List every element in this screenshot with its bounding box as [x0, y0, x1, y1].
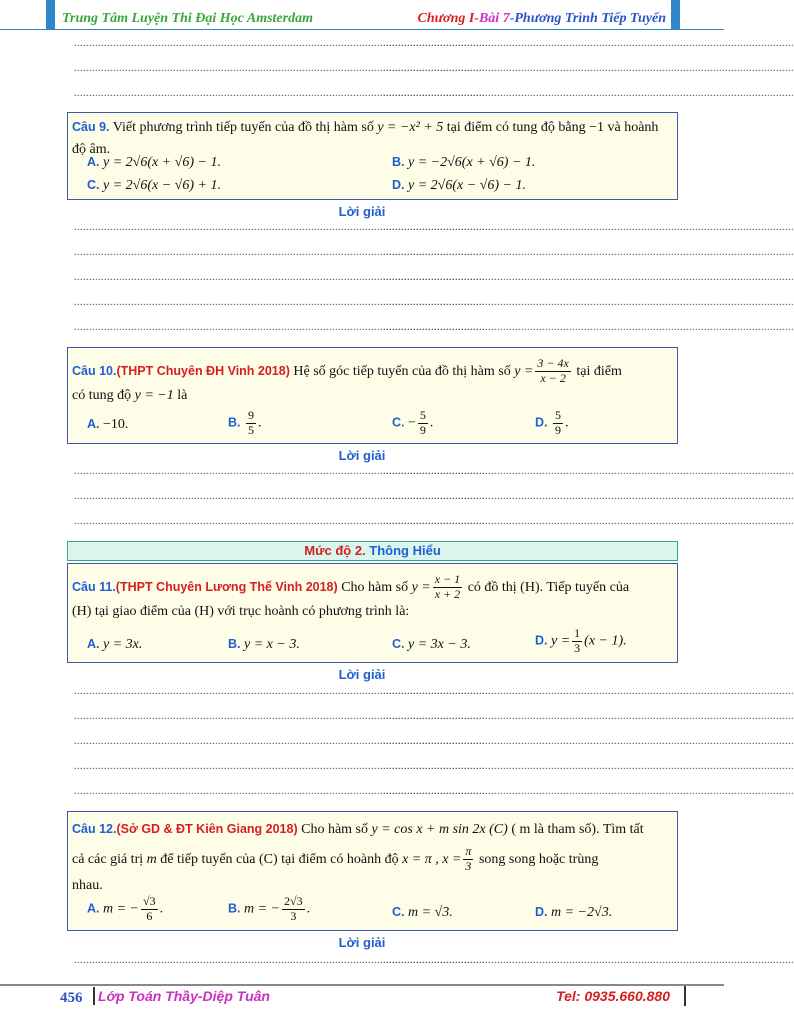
- question-12-box: Câu 12.(Sở GD & ĐT Kiên Giang 2018) Cho hàm số y = cos x + m sin 2x (C) ( m là tham số). Tìm tất cả các giá trị m để tiếp tuyến của (C) tại điểm có hoành độ x = π , x = $\frac{\pi}{3}$ song song hoặc trùng nhau.: [67, 811, 678, 931]
- question-10-box: Câu 10.(THPT Chuyên ĐH Vinh 2018) Hệ số góc tiếp tuyến của đồ thị hàm số y = $\frac{3 - 4x}{x - 2}$ tại điểm có tung độ y = −1 là: [67, 347, 678, 444]
- answer-line: .........................................................................................................................................: [74, 63, 485, 74]
- answer-line: .........................................................................................................................................: [383, 63, 794, 74]
- answer-line: .........................................................................................................................................: [383, 686, 794, 697]
- answer-line: .........................................................................................................................................: [74, 297, 485, 308]
- footer-rule: [0, 984, 724, 986]
- option-a[interactable]: A. y = 2√6(x + √6) − 1.: [87, 155, 221, 170]
- answer-line: .........................................................................................................................................: [74, 247, 485, 258]
- answer-line: .........................................................................................................................................: [74, 686, 485, 697]
- option-d[interactable]: D. y = 2√6(x − √6) − 1.: [392, 178, 526, 193]
- header-rule: [0, 29, 724, 30]
- page-number: 456: [60, 990, 83, 1006]
- question-source: (THPT Chuyên ĐH Vinh 2018): [116, 364, 290, 378]
- option-c[interactable]: C. m = √3.: [392, 905, 453, 920]
- answer-line: .........................................................................................................................................: [383, 322, 794, 333]
- footer-end-bar: [684, 986, 686, 1006]
- footer-phone: Tel: 0935.660.880: [556, 988, 670, 1004]
- answer-line: .........................................................................................................................................: [74, 88, 485, 99]
- header-left-bar: [46, 0, 55, 30]
- answer-line: .........................................................................................................................................: [74, 272, 485, 283]
- fraction: $\frac{x - 1}{x + 2}$: [434, 572, 461, 602]
- solution-heading: Lời giải: [338, 935, 386, 950]
- header-center-name: Trung Tâm Luyện Thi Đại Học Amsterdam: [62, 11, 313, 26]
- answer-line: .........................................................................................................................................: [74, 711, 485, 722]
- answer-line: .........................................................................................................................................: [383, 38, 794, 49]
- answer-line: .........................................................................................................................................: [383, 247, 794, 258]
- option-a[interactable]: A. −10.: [87, 417, 129, 432]
- fraction: $\frac{3 - 4x}{x - 2}$: [537, 356, 569, 386]
- footer-author: Lớp Toán Thầy-Diệp Tuân: [98, 988, 270, 1004]
- solution-heading: Lời giải: [338, 448, 386, 463]
- answer-line: .........................................................................................................................................: [383, 297, 794, 308]
- question-number: Câu 11.: [72, 580, 116, 594]
- answer-line: .........................................................................................................................................: [383, 222, 794, 233]
- solution-heading: Lời giải: [338, 667, 386, 682]
- answer-line: .........................................................................................................................................: [74, 491, 485, 502]
- option-b[interactable]: B. y = −2√6(x + √6) − 1.: [392, 155, 536, 170]
- question-number: Câu 9.: [72, 120, 110, 134]
- option-a[interactable]: A. m = − $\frac{√3}{6}$ .: [87, 894, 164, 923]
- option-b[interactable]: B. y = x − 3.: [228, 637, 300, 652]
- answer-line: .........................................................................................................................................: [383, 711, 794, 722]
- answer-line: .........................................................................................................................................: [74, 955, 485, 966]
- question-source: (THPT Chuyên Lương Thế Vinh 2018): [115, 580, 338, 594]
- answer-line: .........................................................................................................................................: [383, 516, 794, 527]
- answer-line: .........................................................................................................................................: [74, 222, 485, 233]
- question-9-box: Câu 9. Viết phương trình tiếp tuyến của đồ thị hàm số y = −x² + 5 tại điểm có tung độ bằng −1 và hoành độ âm.: [67, 112, 678, 200]
- answer-line: .........................................................................................................................................: [74, 736, 485, 747]
- question-source: (Sở GD & ĐT Kiên Giang 2018): [116, 822, 298, 836]
- answer-line: .........................................................................................................................................: [383, 272, 794, 283]
- option-b[interactable]: B. $\frac{9}{5}$ .: [228, 408, 262, 437]
- answer-line: .........................................................................................................................................: [383, 761, 794, 772]
- answer-line: .........................................................................................................................................: [74, 322, 485, 333]
- page-header: [0, 0, 724, 30]
- question-11-box: Câu 11.(THPT Chuyên Lương Thế Vinh 2018) Cho hàm số y = $\frac{x - 1}{x + 2}$ có đồ thị (H). Tiếp tuyến của (H) tại giao điểm của (H) với trục hoành có phương trình là:: [67, 563, 678, 663]
- answer-line: .........................................................................................................................................: [74, 38, 485, 49]
- option-b[interactable]: B. m = − $\frac{2√3}{3}$ .: [228, 894, 311, 923]
- answer-line: .........................................................................................................................................: [383, 491, 794, 502]
- option-d[interactable]: D. y = $\frac{1}{3}$ (x − 1).: [535, 626, 627, 655]
- answer-line: .........................................................................................................................................: [383, 786, 794, 797]
- header-right-bar: [671, 0, 680, 30]
- footer-divider: [93, 987, 95, 1005]
- option-c[interactable]: C. y = 3x − 3.: [392, 637, 471, 652]
- answer-line: .........................................................................................................................................: [383, 736, 794, 747]
- answer-line: .........................................................................................................................................: [74, 786, 485, 797]
- answer-line: .........................................................................................................................................: [74, 761, 485, 772]
- option-a[interactable]: A. y = 3x.: [87, 637, 143, 652]
- answer-line: .........................................................................................................................................: [74, 516, 485, 527]
- header-chapter-title: Chương I-Bài 7-Phương Trình Tiếp Tuyến: [417, 11, 666, 26]
- option-c[interactable]: C. y = 2√6(x − √6) + 1.: [87, 178, 221, 193]
- option-d[interactable]: D. m = −2√3.: [535, 905, 613, 920]
- solution-heading: Lời giải: [338, 204, 386, 219]
- answer-line: .........................................................................................................................................: [383, 955, 794, 966]
- answer-line: .........................................................................................................................................: [74, 466, 485, 477]
- fraction: $\frac{\pi}{3}$: [465, 844, 472, 874]
- option-c[interactable]: C. − $\frac{5}{9}$ .: [392, 408, 434, 437]
- difficulty-level-banner: Mức độ 2. Thông Hiểu: [67, 541, 678, 561]
- option-d[interactable]: D. $\frac{5}{9}$ .: [535, 408, 569, 437]
- answer-line: .........................................................................................................................................: [383, 466, 794, 477]
- question-number: Câu 10.: [72, 364, 117, 378]
- question-number: Câu 12.: [72, 822, 117, 836]
- answer-line: .........................................................................................................................................: [383, 88, 794, 99]
